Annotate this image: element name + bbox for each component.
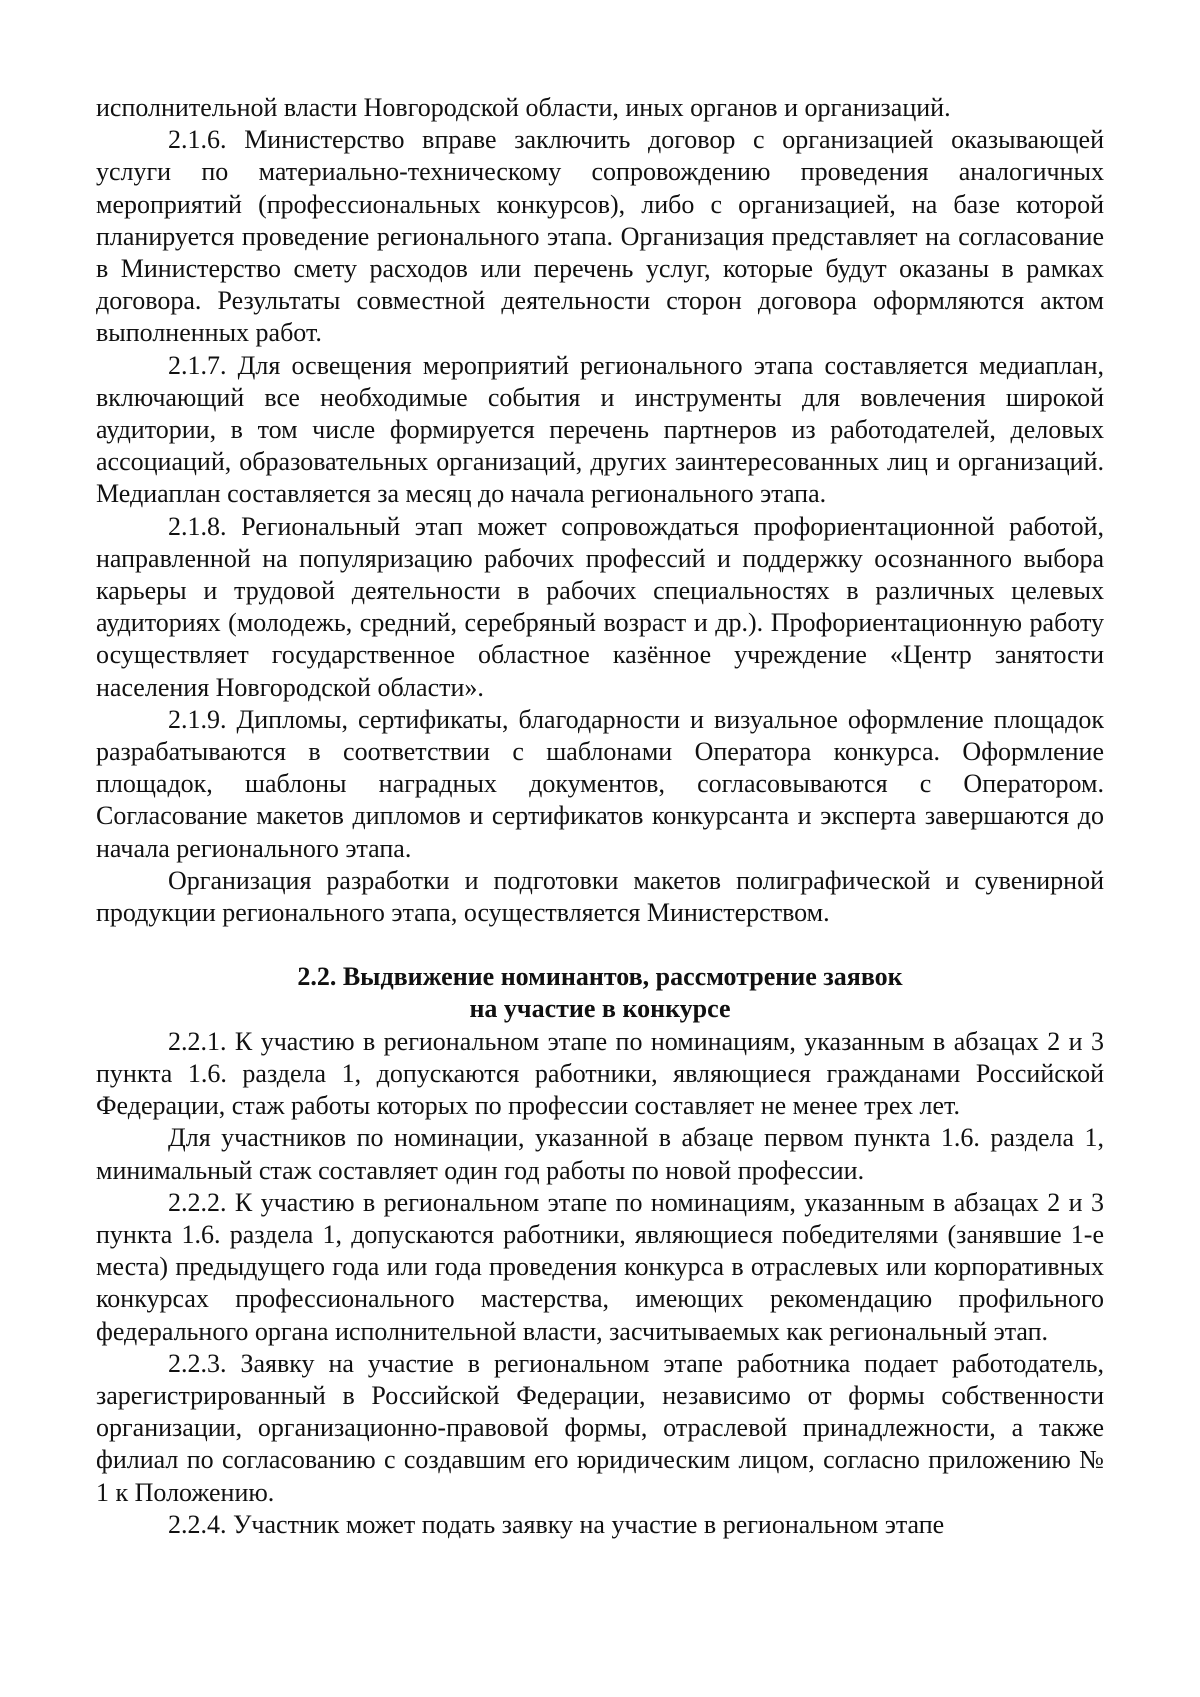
paragraph-continuation: исполнительной власти Новгородской области, иных органов и организаций.: [96, 93, 951, 122]
heading-line-2: на участие в конкурсе: [469, 994, 731, 1024]
paragraph-participants-nomination: Для участников по номинации, указанной в абзаце первом пункта 1.6. раздела 1, минимальный стаж составляет один год работы по новой профессии.: [96, 1123, 1104, 1185]
paragraph-2-2-2: 2.2.2. К участию в региональном этапе по номинациям, указанным в абзацах 2 и 3 пункта 1.6. раздела 1, допускаются работники, являющиеся победителями (занявшие 1-е места) предыдущего года или года проведения конкурса в отраслевых или корпоративных конкурсах профессионального мастерства, имеющих рекомендацию профильного федерального органа исполнительной власти, засчитываемых как региональный этап.: [96, 1187, 1104, 1346]
document-page: [96, 92, 1104, 1541]
paragraph-2-1-8: 2.1.8. Региональный этап может сопровождаться профориентационной работой, направленной на популяризацию рабочих профессий и поддержку осознанного выбора карьеры и трудовой деятельности в рабочих специальностях в различных целевых аудиториях (молодежь, средний, серебряный возраст и др.). Профориентационную работу осуществляет государственное областное казённое учреждение «Центр занятости населения Новгородской области».: [96, 511, 1104, 702]
paragraph-2-1-7: 2.1.7. Для освещения мероприятий регионального этапа составляется медиаплан, включающий все необходимые события и инструменты для вовлечения широкой аудитории, в том числе формируется перечень партнеров из работодателей, деловых ассоциаций, образовательных организаций, других заинтересованных лиц и организаций. Медиаплан составляется за месяц до начала регионального этапа.: [96, 350, 1104, 509]
paragraph-2-2-1: 2.2.1. К участию в региональном этапе по номинациям, указанным в абзацах 2 и 3 пункта 1.6. раздела 1, допускаются работники, являющиеся гражданами Российской Федерации, стаж работы которых по профессии составляет не менее трех лет.: [96, 1026, 1104, 1121]
section-heading-2-2: [96, 961, 1104, 1025]
paragraph-organization: Организация разработки и подготовки макетов полиграфической и сувенирной продукции регионального этапа, осуществляется Министерством.: [96, 865, 1104, 928]
paragraph-2-2-4: 2.2.4. Участник может подать заявку на участие в региональном этапе: [168, 1509, 945, 1539]
paragraph-2-2-3: 2.2.3. Заявку на участие в региональном этапе работника подает работодатель, зарегистрированный в Российской Федерации, независимо от формы собственности организации, организационно-правовой формы, отраслевой принадлежности, а также филиал по согласованию с создавшим его юридическим лицом, согласно приложению № 1 к Положению.: [96, 1348, 1104, 1507]
paragraph-2-1-9: 2.1.9. Дипломы, сертификаты, благодарности и визуальное оформление площадок разрабатываются в соответствии с шаблонами Оператора конкурса. Оформление площадок, шаблоны наградных документов, согласовываются с Оператором. Согласование макетов дипломов и сертификатов конкурсанта и эксперта завершаются до начала регионального этапа.: [96, 704, 1104, 863]
paragraph-2-1-6: 2.1.6. Министерство вправе заключить договор с организацией оказывающей услуги по материально-техническому сопровождению проведения аналогичных мероприятий (профессиональных конкурсов), либо с организацией, на базе которой планируется проведение регионального этапа. Организация представляет на согласование в Министерство смету расходов или перечень услуг, которые будут оказаны в рамках договора. Результаты совместной деятельности сторон договора оформляются актом выполненных работ.: [96, 125, 1104, 348]
heading-line-1: 2.2. Выдвижение номинантов, рассмотрение заявок: [297, 962, 903, 992]
